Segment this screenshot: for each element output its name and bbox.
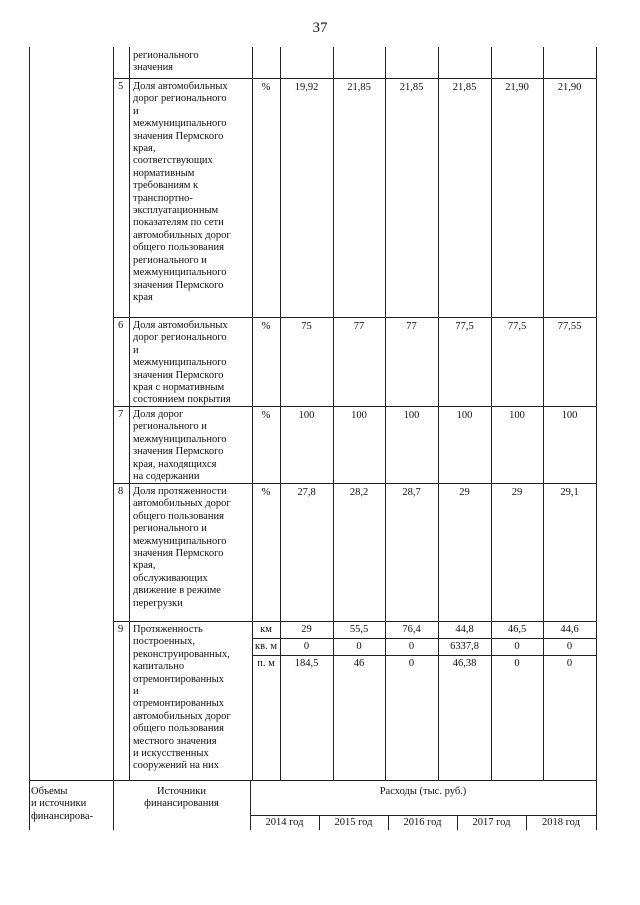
value-cell: 77,55 xyxy=(557,321,582,332)
value-cell: 100 xyxy=(351,410,367,421)
row-number: 8 xyxy=(118,486,124,497)
indicator-name: регионального значения xyxy=(133,50,199,74)
value-cell: 100 xyxy=(403,410,420,421)
value-cell: 46,5 xyxy=(507,624,527,635)
value-cell: 29 xyxy=(301,624,312,635)
grid-line xyxy=(113,47,114,780)
value-cell: 77 xyxy=(353,321,365,332)
value-cell: 6337,8 xyxy=(450,641,479,652)
year-header: 2015 год xyxy=(334,817,373,828)
unit-label: % xyxy=(261,82,271,93)
value-cell: 28,7 xyxy=(402,487,421,498)
value-cell: 21,85 xyxy=(452,82,477,93)
value-cell: 44,8 xyxy=(455,624,474,635)
unit-label: % xyxy=(261,321,271,332)
indicator-name: Доля автомобильных дорог регионального и межмуниципального значения Пермского края с нормативным состоянием покрытия xyxy=(133,320,231,406)
indicator-name: Доля автомобильных дорог регионального и межмуниципального значения Пермского края, соответствующих нормативным требованиям к транспортно- эксплуатационным показателям по сети автомобильных дорог общего пользования регионального и межмуниципального значения Пермского края xyxy=(133,81,231,303)
row-border xyxy=(113,78,597,79)
value-cell: 77,5 xyxy=(507,321,527,332)
row-border xyxy=(113,317,597,318)
unit-label: кв. м xyxy=(255,641,277,652)
section-border xyxy=(29,780,597,781)
value-cell: 21,90 xyxy=(505,82,529,93)
value-cell: 75 xyxy=(301,321,312,332)
unit-label: % xyxy=(261,410,271,421)
row-border xyxy=(113,621,597,622)
indicator-name: Доля дорог регионального и межмуниципального значения Пермского края, находящихся на содержании xyxy=(133,409,227,483)
sources-header: Источники финансирования xyxy=(144,786,219,810)
table-right-border xyxy=(596,47,597,830)
value-cell: 19,92 xyxy=(294,82,319,93)
value-cell: 46 xyxy=(353,658,365,669)
year-header: 2018 год xyxy=(542,817,580,828)
value-cell: 0 xyxy=(303,641,310,652)
row-number: 7 xyxy=(118,409,124,420)
value-cell: 44,6 xyxy=(560,624,579,635)
value-cell: 100 xyxy=(456,410,473,421)
value-cell: 55,5 xyxy=(349,624,369,635)
value-cell: 100 xyxy=(561,410,578,421)
expenses-header: Расходы (тыс. руб.) xyxy=(379,786,467,797)
subrow-border xyxy=(252,638,597,639)
value-cell: 21,90 xyxy=(557,82,582,93)
year-header: 2017 год xyxy=(472,817,511,828)
value-cell: 29,1 xyxy=(560,487,579,498)
year-header: 2016 год xyxy=(403,817,442,828)
value-cell: 0 xyxy=(566,658,573,669)
value-cell: 28,2 xyxy=(349,487,369,498)
unit-label: % xyxy=(261,487,271,498)
value-cell: 21,85 xyxy=(347,82,371,93)
value-cell: 184,5 xyxy=(294,658,319,669)
row-number: 6 xyxy=(118,320,124,331)
indicator-name: Доля протяженности автомобильных дорог общего пользования регионального и межмуниципального значения Пермского края, обслуживающих движение в режиме перегрузки xyxy=(133,486,231,609)
value-cell: 29 xyxy=(459,487,470,498)
value-cell: 21,85 xyxy=(399,82,424,93)
value-cell: 77 xyxy=(406,321,417,332)
value-cell: 77,5 xyxy=(455,321,474,332)
year-header: 2014 год xyxy=(265,817,304,828)
value-cell: 0 xyxy=(356,641,362,652)
indicator-name: Протяженность построенных, реконструированных, капитально отремонтированных и отремонтированных автомобильных дорог общего пользования местного значения и искусственных сооружений на них xyxy=(133,624,231,772)
value-cell: 27,8 xyxy=(297,487,316,498)
financing-label: Объемы и источники финансирова- xyxy=(31,786,94,822)
value-cell: 0 xyxy=(408,641,415,652)
value-cell: 46,38 xyxy=(452,658,477,669)
value-cell: 100 xyxy=(509,410,525,421)
subrow-border xyxy=(252,655,597,656)
value-cell: 100 xyxy=(298,410,315,421)
row-number: 5 xyxy=(118,81,124,92)
value-cell: 0 xyxy=(514,658,520,669)
unit-label: п. м xyxy=(257,658,275,669)
value-cell: 0 xyxy=(408,658,415,669)
value-cell: 0 xyxy=(514,641,520,652)
value-cell: 29 xyxy=(511,487,523,498)
unit-label: км xyxy=(260,624,272,635)
value-cell: 76,4 xyxy=(402,624,421,635)
table-left-border xyxy=(29,47,30,830)
page-number: 37 xyxy=(312,20,328,36)
value-cell: 0 xyxy=(566,641,573,652)
row-number: 9 xyxy=(118,624,124,635)
years-border xyxy=(250,815,597,816)
